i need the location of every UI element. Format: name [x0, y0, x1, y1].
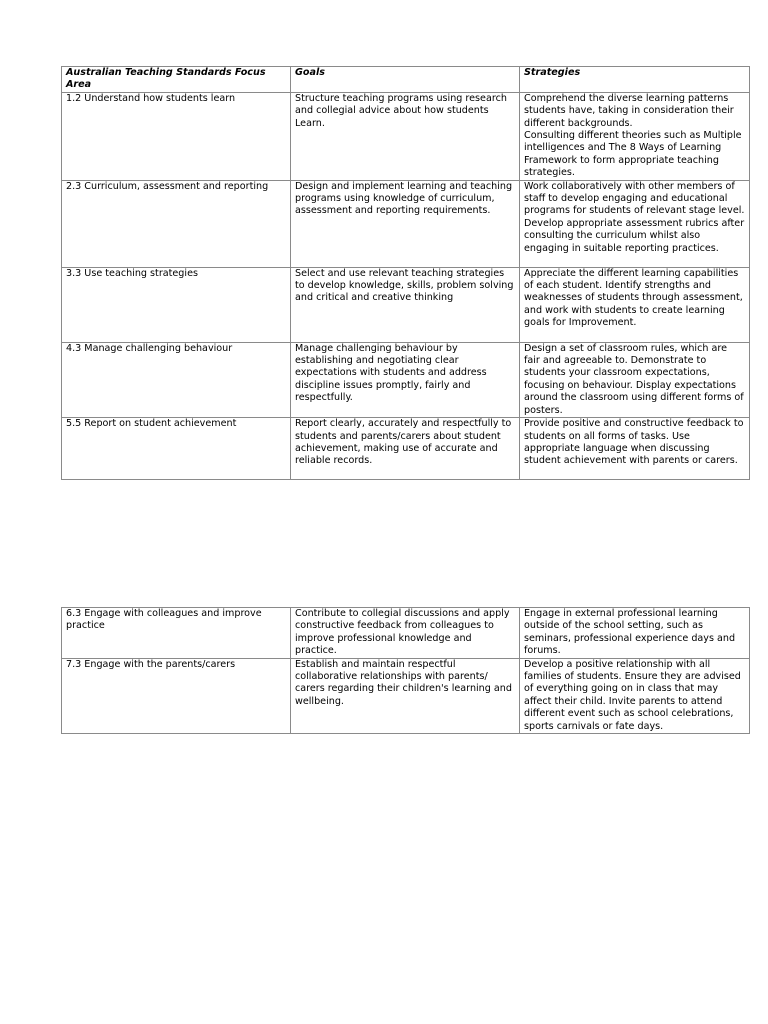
table-row — [62, 180, 750, 267]
strategy-cell: Design a set of classroom rules, which are fair and agreeable to. Demonstrate to students your classroom expectations, focusing on behaviour. Display expectations around the classroom using different forms of posters. — [520, 342, 750, 417]
table-row — [62, 418, 750, 480]
goal-cell: Report clearly, accurately and respectfully to students and parents/carers about student achievement, making use of accurate and reliable records. — [291, 418, 520, 480]
focus-area-cell: 5.5 Report on student achievement — [62, 418, 291, 480]
table-row — [62, 267, 750, 342]
table-row — [62, 658, 750, 733]
header-strategies: Strategies — [520, 67, 750, 93]
focus-area-cell: 6.3 Engage with colleagues and improve practice — [62, 608, 291, 659]
standards-table-1 — [61, 66, 750, 480]
table-row — [62, 342, 750, 417]
table-header-row — [62, 67, 750, 93]
header-focus-area: Australian Teaching Standards Focus Area — [62, 67, 291, 93]
goal-cell: Design and implement learning and teaching programs using knowledge of curriculum, assessment and reporting requirements. — [291, 180, 520, 267]
strategy-cell: Appreciate the different learning capabilities of each student. Identify strengths and weaknesses of students through assessment, and work with students to create learning goals for Improvement. — [520, 267, 750, 342]
strategy-cell: Develop a positive relationship with all families of students. Ensure they are advised of everything going on in class that may affect their child. Invite parents to attend different event such as school celebrations, sports carnivals or fate days. — [520, 658, 750, 733]
strategy-cell: Provide positive and constructive feedback to students on all forms of tasks. Use appropriate language when discussing student achievement with parents or carers. — [520, 418, 750, 480]
focus-area-cell: 1.2 Understand how students learn — [62, 92, 291, 180]
table-row — [62, 608, 750, 659]
goal-cell: Establish and maintain respectful collaborative relationships with parents/ carers regarding their children's learning and wellbeing. — [291, 658, 520, 733]
standards-table-2 — [61, 607, 750, 734]
goal-cell: Select and use relevant teaching strategies to develop knowledge, skills, problem solving and critical and creative thinking — [291, 267, 520, 342]
focus-area-cell: 7.3 Engage with the parents/carers — [62, 658, 291, 733]
focus-area-cell: 2.3 Curriculum, assessment and reporting — [62, 180, 291, 267]
goal-cell: Contribute to collegial discussions and apply constructive feedback from colleagues to improve professional knowledge and practice. — [291, 608, 520, 659]
focus-area-cell: 4.3 Manage challenging behaviour — [62, 342, 291, 417]
table-row — [62, 92, 750, 180]
header-goals: Goals — [291, 67, 520, 93]
strategy-cell: Work collaboratively with other members of staff to develop engaging and educational programs for students of relevant stage level. Develop appropriate assessment rubrics after consulting the curriculum whilst also engaging in suitable reporting practices. — [520, 180, 750, 267]
strategy-cell: Engage in external professional learning outside of the school setting, such as seminars, professional experience days and forums. — [520, 608, 750, 659]
strategy-cell: Comprehend the diverse learning patterns students have, taking in consideration their different backgrounds. Consulting different theories such as Multiple intelligences and The 8 Ways of Learning Framework to form appropriate teaching strategies. — [520, 92, 750, 180]
goal-cell: Manage challenging behaviour by establishing and negotiating clear expectations with students and address discipline issues promptly, fairly and respectfully. — [291, 342, 520, 417]
goal-cell: Structure teaching programs using research and collegial advice about how students Learn. — [291, 92, 520, 180]
focus-area-cell: 3.3 Use teaching strategies — [62, 267, 291, 342]
